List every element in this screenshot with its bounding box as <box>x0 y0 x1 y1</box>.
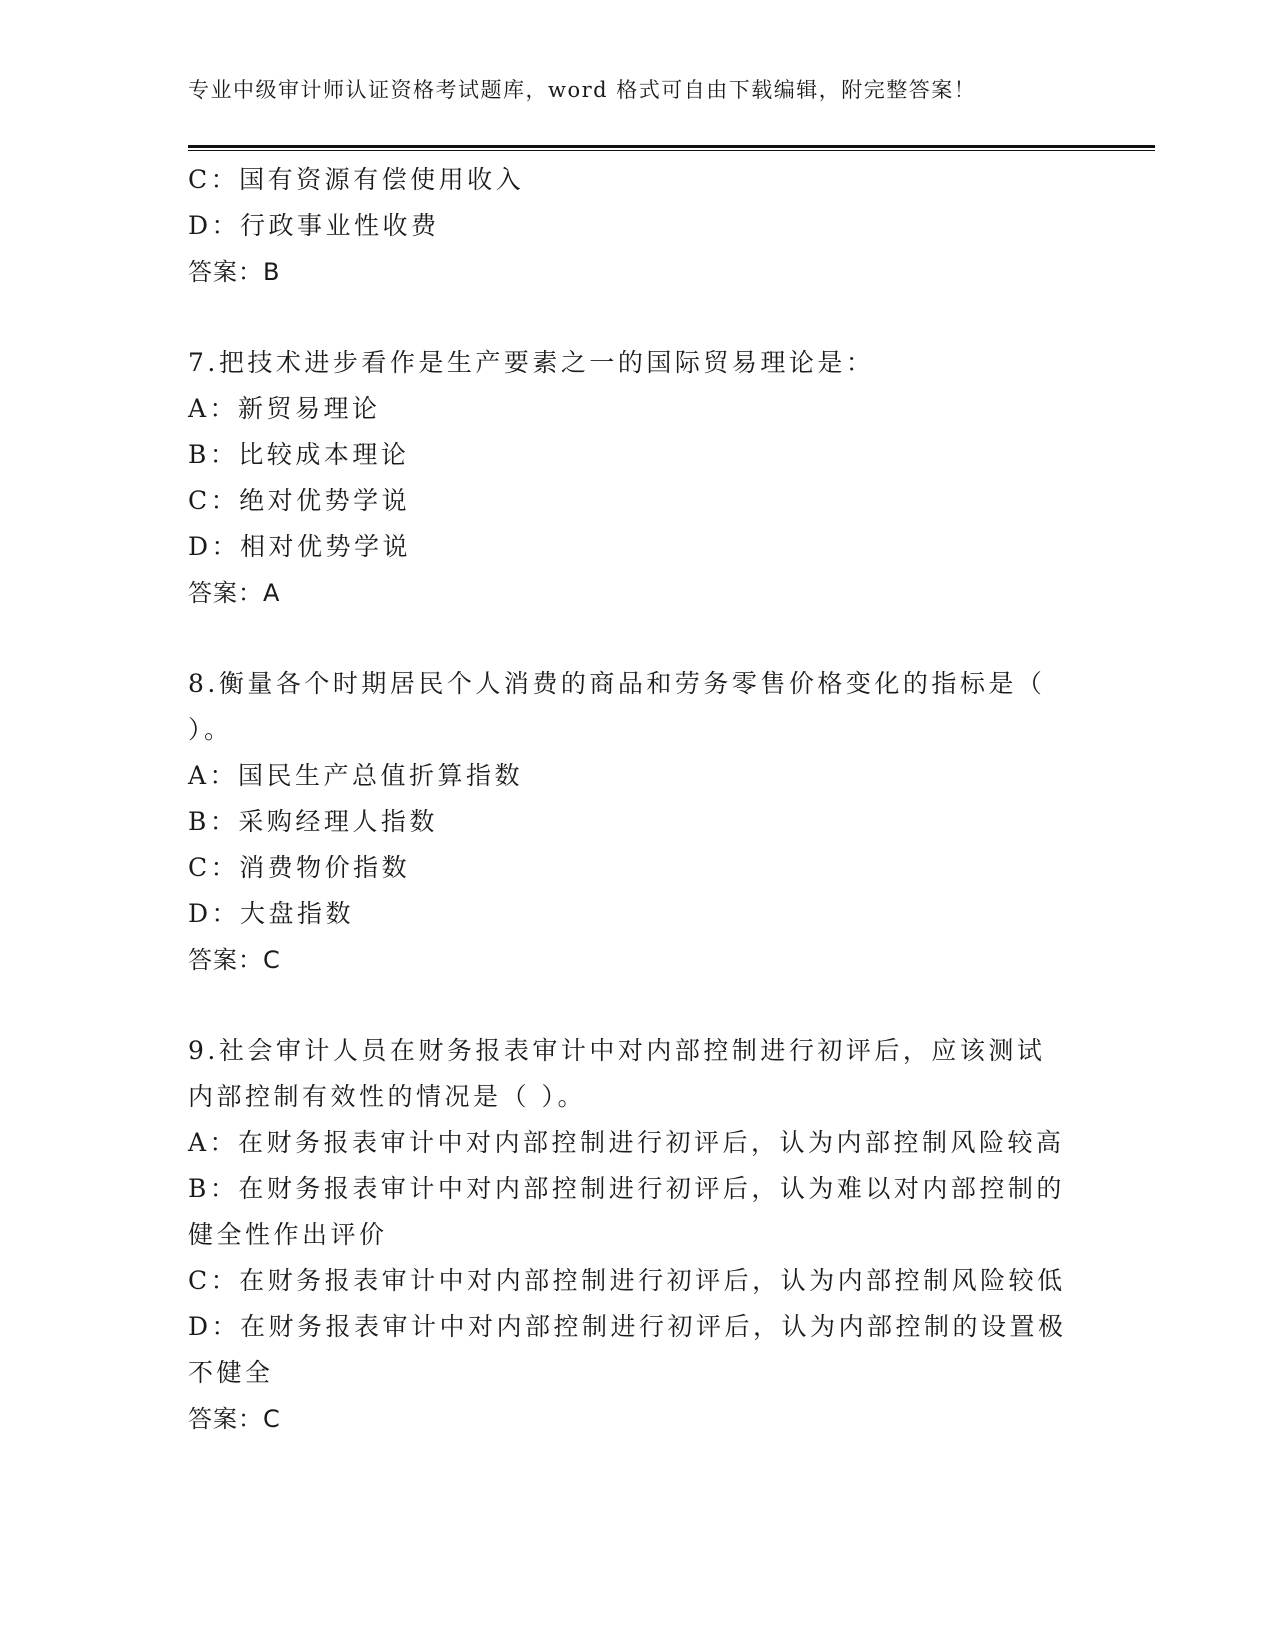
q9-option-d: D：在财务报表审计中对内部控制进行初评后，认为内部控制的设置极 <box>188 1312 1067 1341</box>
page-header: 专业中级审计师认证资格考试题库，word 格式可自由下载编辑，附完整答案！ <box>188 78 977 102</box>
q9-option-b-cont: 健全性作出评价 <box>188 1220 388 1249</box>
option-c: C：国有资源有偿使用收入 <box>188 165 525 194</box>
q9-option-c: C：在财务报表审计中对内部控制进行初评后，认为内部控制风险较低 <box>188 1266 1066 1295</box>
q7-option-c: C：绝对优势学说 <box>188 486 411 515</box>
question-9-stem: 9.社会审计人员在财务报表审计中对内部控制进行初评后，应该测试 <box>188 1036 1046 1065</box>
header-divider-thin <box>188 150 1155 151</box>
q7-option-b: B：比较成本理论 <box>188 440 410 469</box>
option-d: D：行政事业性收费 <box>188 211 440 240</box>
question-8-stem-cont: ）。 <box>188 715 233 744</box>
question-7-stem: 7.把技术进步看作是生产要素之一的国际贸易理论是： <box>188 348 875 377</box>
q7-answer: 答案：A <box>188 579 281 607</box>
q9-option-b: B：在财务报表审计中对内部控制进行初评后，认为难以对内部控制的 <box>188 1174 1065 1203</box>
q8-option-c: C：消费物价指数 <box>188 853 411 882</box>
question-content <box>188 157 1088 1442</box>
q9-option-a: A：在财务报表审计中对内部控制进行初评后，认为内部控制风险较高 <box>188 1128 1065 1157</box>
q9-option-d-cont: 不健全 <box>188 1358 274 1387</box>
q8-answer: 答案：C <box>188 946 281 974</box>
question-9-stem-cont: 内部控制有效性的情况是（ ）。 <box>188 1082 586 1111</box>
answer-line: 答案：B <box>188 258 281 286</box>
q8-option-b: B：采购经理人指数 <box>188 807 438 836</box>
q7-option-a: A：新贸易理论 <box>188 394 381 423</box>
q8-option-a: A：国民生产总值折算指数 <box>188 761 524 790</box>
q8-option-d: D：大盘指数 <box>188 899 355 928</box>
q9-answer: 答案：C <box>188 1405 281 1433</box>
question-8-stem: 8.衡量各个时期居民个人消费的商品和劳务零售价格变化的指标是（ <box>188 669 1046 698</box>
q7-option-d: D：相对优势学说 <box>188 532 412 561</box>
header-divider <box>188 145 1155 148</box>
